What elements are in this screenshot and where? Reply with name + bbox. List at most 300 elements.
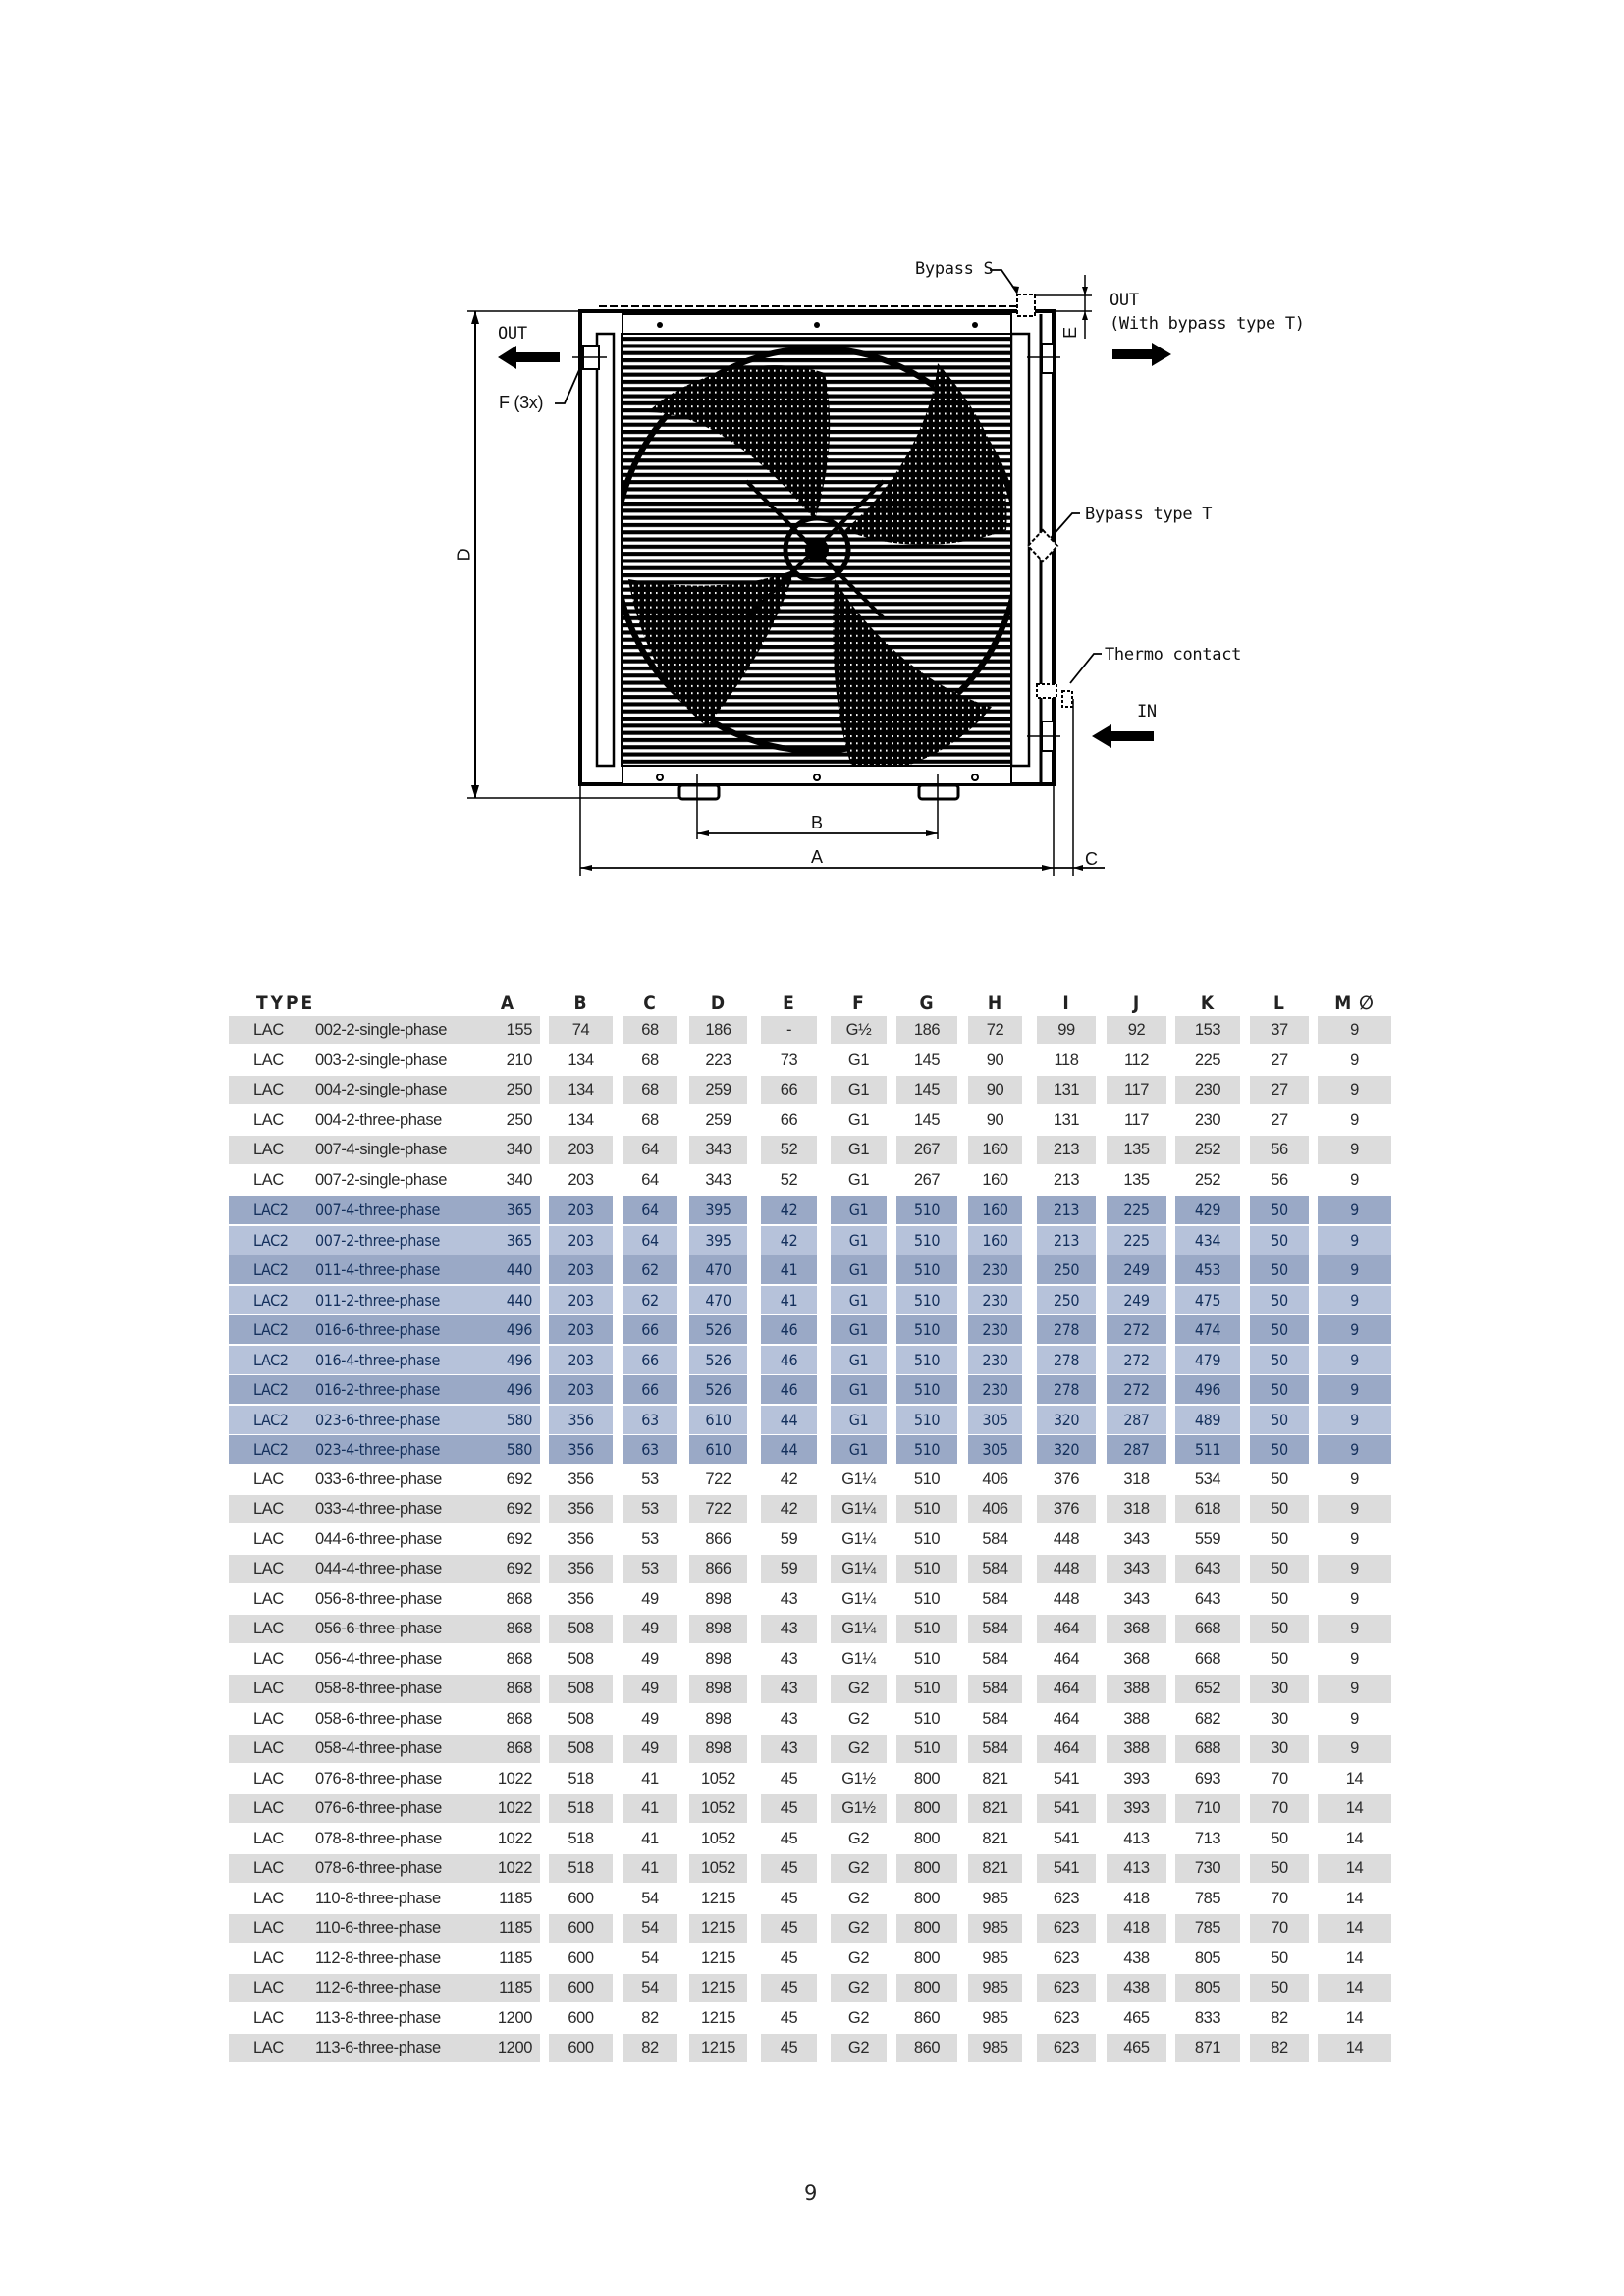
value-col-f: G1 <box>831 1255 887 1284</box>
value-col-l: 50 <box>1250 1854 1309 1883</box>
model-label: 016-2-three-phase <box>315 1380 440 1399</box>
value-col-i: 623 <box>1037 1914 1096 1943</box>
value-col-b: 203 <box>549 1226 613 1255</box>
value-col-e: 46 <box>761 1315 817 1344</box>
value-col-j: 343 <box>1123 1589 1150 1608</box>
value-col-g: 510 <box>896 1286 957 1314</box>
value-col-m-diameter: 9 <box>1318 1615 1391 1643</box>
value-col-l: 56 <box>1250 1136 1309 1164</box>
value-col-m-diameter: 9 <box>1350 1110 1359 1129</box>
value-col-c: 64 <box>623 1226 677 1255</box>
value-col-f: G2 <box>847 1949 870 1967</box>
value-col-d: 395 <box>689 1196 747 1224</box>
value-col-c: 66 <box>623 1315 677 1344</box>
value-col-c: 82 <box>623 2034 677 2062</box>
value-col-b: 203 <box>549 1136 613 1164</box>
series-label: LAC <box>253 1081 284 1098</box>
value-col-g: 510 <box>896 1255 957 1284</box>
value-col-c: 62 <box>623 1286 677 1314</box>
value-col-d: 898 <box>689 1675 747 1703</box>
value-col-e: 52 <box>780 1170 798 1189</box>
value-col-e: 43 <box>761 1615 817 1643</box>
value-col-d: 1215 <box>689 2034 747 2062</box>
value-col-d: 898 <box>705 1589 731 1608</box>
model-label: 003-2-single-phase <box>315 1050 448 1069</box>
value-col-h: 985 <box>968 1914 1022 1943</box>
header-col-l: L <box>1273 992 1285 1014</box>
model-label: 007-2-single-phase <box>315 1170 448 1189</box>
series-label: LAC <box>253 1769 284 1788</box>
table-row <box>229 1226 1391 1256</box>
value-col-e: 42 <box>761 1226 817 1255</box>
header-col-b: B <box>573 992 588 1014</box>
value-col-i: 464 <box>1053 1709 1080 1728</box>
value-col-e: 42 <box>761 1495 817 1523</box>
value-col-h: 584 <box>982 1529 1008 1548</box>
value-col-i: 464 <box>1037 1735 1096 1763</box>
table-row <box>229 1914 1391 1945</box>
value-col-k: 833 <box>1194 2008 1221 2027</box>
type-cell <box>229 1346 540 1374</box>
value-col-j: 368 <box>1107 1615 1166 1643</box>
value-col-b: 600 <box>549 2034 613 2062</box>
value-col-f: G2 <box>847 1709 870 1728</box>
value-col-d: 898 <box>705 1709 731 1728</box>
type-cell <box>229 1196 540 1224</box>
value-col-m-diameter: 9 <box>1318 1255 1391 1284</box>
value-col-j: 438 <box>1123 1949 1150 1967</box>
value-col-e: 45 <box>780 1889 798 1907</box>
value-col-h: 406 <box>982 1469 1008 1488</box>
value-col-i: 623 <box>1037 1974 1096 2002</box>
table-row <box>229 1974 1391 2004</box>
type-cell <box>229 2004 540 2033</box>
model-label: 076-6-three-phase <box>315 1799 442 1817</box>
value-col-g: 510 <box>896 1226 957 1255</box>
type-cell <box>229 1675 540 1703</box>
value-col-m-diameter: 14 <box>1345 1889 1364 1907</box>
value-col-b: 203 <box>549 1346 613 1374</box>
value-col-c: 53 <box>623 1555 677 1583</box>
value-col-c: 41 <box>641 1829 659 1847</box>
value-col-e: 45 <box>780 1769 798 1788</box>
value-col-i: 376 <box>1037 1495 1096 1523</box>
value-col-h: 584 <box>982 1589 1008 1608</box>
value-col-a: 1022 <box>497 1859 532 1877</box>
value-col-f: G2 <box>831 1854 887 1883</box>
value-col-d: 898 <box>689 1615 747 1643</box>
dimension-e-label: E <box>1059 327 1080 339</box>
value-col-m-diameter: 9 <box>1350 1589 1359 1608</box>
model-label: 044-6-three-phase <box>315 1529 442 1548</box>
value-col-l: 50 <box>1250 1974 1309 2002</box>
model-label: 112-6-three-phase <box>315 1979 441 1997</box>
table-row <box>229 1255 1391 1286</box>
series-label: LAC <box>253 1469 284 1488</box>
type-cell <box>229 1406 540 1434</box>
value-col-a: 155 <box>506 1021 532 1039</box>
in-label: IN <box>1137 702 1157 721</box>
value-col-g: 800 <box>913 1829 941 1847</box>
value-col-a: 365 <box>506 1230 532 1250</box>
series-label: LAC <box>253 1859 284 1877</box>
value-col-i: 278 <box>1037 1315 1096 1344</box>
value-col-i: 213 <box>1053 1170 1080 1189</box>
value-col-a: 692 <box>506 1469 532 1488</box>
value-col-k: 230 <box>1175 1076 1240 1104</box>
value-col-f: G1¼ <box>841 1649 876 1668</box>
value-col-f: G1 <box>831 1375 887 1404</box>
value-col-f: G1 <box>847 1050 870 1069</box>
value-col-a: 496 <box>506 1350 532 1369</box>
value-col-a: 692 <box>506 1560 532 1577</box>
value-col-k: 618 <box>1175 1495 1240 1523</box>
value-col-b: 356 <box>549 1435 613 1464</box>
value-col-l: 50 <box>1271 1949 1288 1967</box>
value-col-c: 63 <box>623 1435 677 1464</box>
value-col-a: 365 <box>506 1201 532 1219</box>
value-col-h: 985 <box>982 2008 1008 2027</box>
value-col-d: 470 <box>689 1286 747 1314</box>
value-col-l: 50 <box>1250 1196 1309 1224</box>
value-col-a: 1185 <box>499 1889 532 1907</box>
table-row <box>229 1375 1391 1406</box>
value-col-f: G2 <box>831 1675 887 1703</box>
value-col-i: 623 <box>1053 1949 1080 1967</box>
value-col-d: 610 <box>689 1406 747 1434</box>
type-cell <box>229 1435 540 1464</box>
value-col-l: 50 <box>1250 1255 1309 1284</box>
value-col-b: 356 <box>568 1529 594 1548</box>
value-col-c: 54 <box>623 1974 677 2002</box>
value-col-m-diameter: 14 <box>1318 1914 1391 1943</box>
value-col-b: 134 <box>568 1110 594 1129</box>
type-cell <box>229 1585 540 1614</box>
type-cell <box>229 1495 540 1523</box>
value-col-b: 508 <box>568 1649 594 1668</box>
value-col-j: 272 <box>1107 1315 1166 1344</box>
dimension-a-label: A <box>811 847 823 867</box>
value-col-l: 50 <box>1250 1406 1309 1434</box>
value-col-m-diameter: 9 <box>1318 1346 1391 1374</box>
value-col-k: 489 <box>1175 1406 1240 1434</box>
value-col-l: 27 <box>1250 1076 1309 1104</box>
value-col-j: 135 <box>1107 1136 1166 1164</box>
value-col-h: 985 <box>968 2034 1022 2062</box>
value-col-b: 203 <box>549 1196 613 1224</box>
model-label: 002-2-single-phase <box>315 1021 448 1039</box>
value-col-f: G2 <box>831 1914 887 1943</box>
table-row <box>229 1406 1391 1436</box>
value-col-m-diameter: 9 <box>1318 1375 1391 1404</box>
value-col-c: 54 <box>641 1889 659 1907</box>
value-col-e: 45 <box>780 1829 798 1847</box>
value-col-g: 800 <box>896 1854 957 1883</box>
value-col-k: 805 <box>1175 1974 1240 2002</box>
value-col-h: 985 <box>982 1949 1008 1967</box>
model-label: 007-2-three-phase <box>315 1230 440 1250</box>
value-col-k: 652 <box>1175 1675 1240 1703</box>
value-col-g: 510 <box>896 1615 957 1643</box>
value-col-k: 559 <box>1194 1529 1221 1548</box>
value-col-e: 43 <box>780 1709 798 1728</box>
value-col-e: 66 <box>761 1076 817 1104</box>
value-col-k: 252 <box>1194 1170 1221 1189</box>
value-col-b: 134 <box>568 1050 594 1069</box>
value-col-a: 440 <box>506 1290 532 1309</box>
value-col-h: 90 <box>968 1076 1022 1104</box>
value-col-h: 160 <box>968 1196 1022 1224</box>
value-col-f: G1¼ <box>831 1615 887 1643</box>
value-col-l: 50 <box>1271 1589 1288 1608</box>
value-col-i: 278 <box>1037 1346 1096 1374</box>
value-col-m-diameter: 9 <box>1318 1196 1391 1224</box>
value-col-f: G1 <box>831 1346 887 1374</box>
model-label: 004-2-three-phase <box>315 1110 442 1129</box>
value-col-c: 63 <box>623 1406 677 1434</box>
value-col-k: 474 <box>1175 1315 1240 1344</box>
model-label: 007-4-single-phase <box>315 1141 448 1158</box>
value-col-j: 438 <box>1107 1974 1166 2002</box>
cooler-dimension-drawing <box>432 245 1316 893</box>
value-col-l: 50 <box>1250 1346 1309 1374</box>
value-col-m-diameter: 9 <box>1318 1226 1391 1255</box>
model-label: 011-2-three-phase <box>315 1290 440 1309</box>
value-col-g: 267 <box>913 1170 941 1189</box>
type-cell <box>229 2034 540 2062</box>
table-row <box>229 1675 1391 1705</box>
value-col-g: 800 <box>913 1889 941 1907</box>
value-col-m-diameter: 9 <box>1318 1675 1391 1703</box>
value-col-i: 541 <box>1053 1829 1080 1847</box>
type-cell <box>229 1315 540 1344</box>
value-col-k: 479 <box>1175 1346 1240 1374</box>
value-col-d: 610 <box>689 1435 747 1464</box>
value-col-i: 278 <box>1037 1375 1096 1404</box>
table-row <box>229 1196 1391 1226</box>
value-col-m-diameter: 9 <box>1318 1136 1391 1164</box>
value-col-m-diameter: 14 <box>1345 1949 1364 1967</box>
value-col-l: 27 <box>1271 1110 1288 1129</box>
table-row <box>229 1435 1391 1466</box>
series-label: LAC <box>253 1170 284 1189</box>
table-row <box>229 1825 1391 1855</box>
value-col-f: G1 <box>831 1136 887 1164</box>
value-col-f: G1½ <box>841 1769 876 1788</box>
value-col-f: G1¼ <box>841 1529 876 1548</box>
value-col-k: 475 <box>1175 1286 1240 1314</box>
value-col-i: 320 <box>1037 1406 1096 1434</box>
series-label: LAC <box>253 1829 284 1847</box>
value-col-g: 145 <box>896 1076 957 1104</box>
value-col-d: 1052 <box>689 1854 747 1883</box>
value-col-b: 508 <box>549 1675 613 1703</box>
value-col-i: 320 <box>1037 1435 1096 1464</box>
type-cell <box>229 1705 540 1734</box>
value-col-i: 623 <box>1053 1889 1080 1907</box>
value-col-a: 1185 <box>499 1949 532 1967</box>
value-col-a: 1185 <box>499 1919 532 1937</box>
value-col-d: 343 <box>689 1136 747 1164</box>
value-col-a: 496 <box>506 1380 532 1399</box>
value-col-l: 70 <box>1271 1769 1288 1788</box>
value-col-g: 800 <box>896 1794 957 1823</box>
model-label: 078-8-three-phase <box>315 1829 442 1847</box>
table-row <box>229 1555 1391 1585</box>
value-col-g: 800 <box>896 1914 957 1943</box>
value-col-m-diameter: 14 <box>1318 2034 1391 2062</box>
table-row <box>229 1615 1391 1645</box>
value-col-d: 722 <box>705 1469 731 1488</box>
value-col-g: 510 <box>896 1495 957 1523</box>
value-col-e: 43 <box>761 1735 817 1763</box>
value-col-e: 44 <box>761 1406 817 1434</box>
model-label: 033-4-three-phase <box>315 1500 442 1518</box>
value-col-k: 643 <box>1175 1555 1240 1583</box>
value-col-i: 250 <box>1037 1255 1096 1284</box>
value-col-k: 453 <box>1175 1255 1240 1284</box>
series-label: LAC <box>253 1141 284 1158</box>
series-label: LAC <box>253 2008 284 2027</box>
value-col-j: 418 <box>1123 1889 1150 1907</box>
header-col-m-diameter: M ∅ <box>1334 992 1375 1014</box>
model-label: 016-6-three-phase <box>315 1320 440 1339</box>
value-col-b: 508 <box>549 1615 613 1643</box>
value-col-a: 340 <box>506 1141 532 1158</box>
value-col-e: 59 <box>761 1555 817 1583</box>
value-col-h: 230 <box>968 1346 1022 1374</box>
value-col-f: G2 <box>847 1889 870 1907</box>
value-col-m-diameter: 9 <box>1318 1406 1391 1434</box>
value-col-f: G1 <box>831 1196 887 1224</box>
table-row <box>229 1016 1391 1046</box>
type-cell <box>229 1016 540 1044</box>
value-col-k: 713 <box>1194 1829 1221 1847</box>
value-col-b: 518 <box>568 1829 594 1847</box>
series-label: LAC2 <box>253 1380 289 1399</box>
value-col-a: 580 <box>506 1410 532 1429</box>
value-col-i: 250 <box>1037 1286 1096 1314</box>
value-col-a: 868 <box>506 1589 532 1608</box>
value-col-d: 526 <box>689 1346 747 1374</box>
value-col-f: G1½ <box>831 1794 887 1823</box>
value-col-m-diameter: 14 <box>1345 2008 1364 2027</box>
value-col-f: G1¼ <box>841 1469 876 1488</box>
value-col-e: 46 <box>761 1375 817 1404</box>
value-col-i: 213 <box>1037 1136 1096 1164</box>
value-col-k: 496 <box>1175 1375 1240 1404</box>
series-label: LAC <box>253 1949 284 1967</box>
value-col-j: 393 <box>1123 1769 1150 1788</box>
value-col-j: 117 <box>1123 1110 1150 1129</box>
value-col-j: 393 <box>1107 1794 1166 1823</box>
value-col-m-diameter: 9 <box>1350 1649 1359 1668</box>
value-col-g: 510 <box>896 1315 957 1344</box>
table-header <box>229 991 1391 1016</box>
series-label: LAC <box>253 1919 284 1937</box>
table-row <box>229 1046 1391 1077</box>
value-col-k: 682 <box>1194 1709 1221 1728</box>
value-col-j: 135 <box>1123 1170 1150 1189</box>
series-label: LAC2 <box>253 1320 289 1339</box>
model-label: 016-4-three-phase <box>315 1350 440 1369</box>
value-col-k: 693 <box>1194 1769 1221 1788</box>
series-label: LAC <box>253 1560 284 1577</box>
value-col-d: 866 <box>689 1555 747 1583</box>
header-col-d: D <box>710 992 727 1014</box>
value-col-c: 68 <box>623 1016 677 1044</box>
value-col-g: 145 <box>913 1110 941 1129</box>
value-col-f: G2 <box>831 2034 887 2062</box>
value-col-e: 43 <box>780 1589 798 1608</box>
value-col-c: 53 <box>641 1469 659 1488</box>
value-col-m-diameter: 14 <box>1345 1829 1364 1847</box>
value-col-b: 356 <box>568 1469 594 1488</box>
value-col-j: 249 <box>1107 1286 1166 1314</box>
value-col-l: 50 <box>1250 1226 1309 1255</box>
value-col-b: 600 <box>568 1889 594 1907</box>
dimension-d-label: D <box>454 548 474 561</box>
value-col-h: 305 <box>968 1406 1022 1434</box>
value-col-h: 406 <box>968 1495 1022 1523</box>
value-col-b: 203 <box>549 1375 613 1404</box>
value-col-k: 225 <box>1194 1050 1221 1069</box>
value-col-a: 496 <box>506 1320 532 1339</box>
value-col-l: 30 <box>1250 1675 1309 1703</box>
value-col-l: 70 <box>1271 1889 1288 1907</box>
value-col-d: 1052 <box>700 1769 736 1788</box>
type-cell <box>229 1645 540 1674</box>
value-col-i: 464 <box>1053 1649 1080 1668</box>
header-col-h: H <box>987 992 1003 1014</box>
value-col-b: 203 <box>549 1286 613 1314</box>
value-col-h: 90 <box>986 1050 1004 1069</box>
value-col-h: 160 <box>968 1136 1022 1164</box>
value-col-b: 600 <box>568 1949 594 1967</box>
model-label: 023-6-three-phase <box>315 1410 440 1429</box>
value-col-e: 43 <box>761 1675 817 1703</box>
value-col-d: 526 <box>689 1315 747 1344</box>
value-col-d: 1215 <box>689 1974 747 2002</box>
value-col-f: G½ <box>831 1016 887 1044</box>
value-col-c: 53 <box>641 1529 659 1548</box>
value-col-l: 37 <box>1250 1016 1309 1044</box>
value-col-m-diameter: 14 <box>1318 1854 1391 1883</box>
value-col-f: G1 <box>831 1406 887 1434</box>
model-label: 058-4-three-phase <box>315 1739 442 1757</box>
cooler-drawing-svg <box>432 245 1316 893</box>
value-col-l: 50 <box>1250 1315 1309 1344</box>
value-col-m-diameter: 9 <box>1318 1076 1391 1104</box>
value-col-j: 413 <box>1107 1854 1166 1883</box>
value-col-h: 985 <box>982 1889 1008 1907</box>
value-col-l: 30 <box>1250 1735 1309 1763</box>
value-col-f: G1 <box>831 1435 887 1464</box>
value-col-l: 50 <box>1250 1286 1309 1314</box>
value-col-c: 68 <box>641 1050 659 1069</box>
value-col-c: 41 <box>623 1794 677 1823</box>
value-col-k: 668 <box>1194 1649 1221 1668</box>
value-col-j: 343 <box>1123 1529 1150 1548</box>
value-col-m-diameter: 9 <box>1350 1469 1359 1488</box>
series-label: LAC <box>253 1979 284 1997</box>
value-col-f: G2 <box>847 1829 870 1847</box>
value-col-h: 305 <box>968 1435 1022 1464</box>
table-row <box>229 1286 1391 1316</box>
value-col-e: 45 <box>780 2008 798 2027</box>
dimension-c-label: C <box>1085 849 1098 869</box>
value-col-c: 49 <box>641 1589 659 1608</box>
